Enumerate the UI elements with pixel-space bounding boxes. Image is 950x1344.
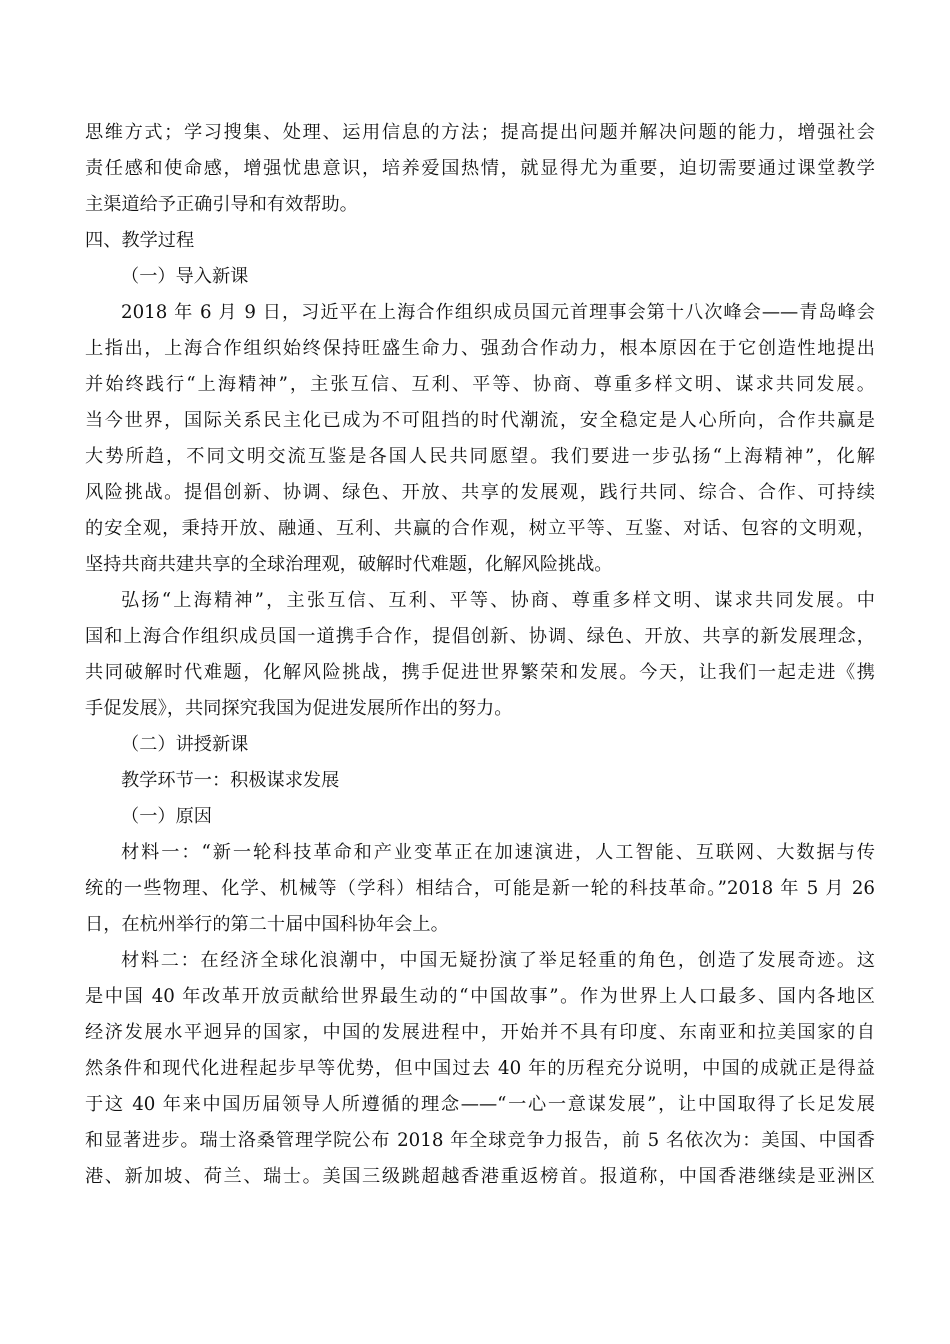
- paragraph-line: 手促发展》，共同探究我国为促进发展所作出的努力。: [85, 698, 513, 719]
- paragraph-line: 上指出，上海合作组织始终保持旺盛生命力、强劲合作动力，根本原因在于它创造性地提出: [85, 338, 875, 359]
- paragraph-line: 材料二：在经济全球化浪潮中，中国无疑扮演了举足轻重的角色，创造了发展奇迹。这: [121, 950, 875, 971]
- paragraph-line: 经济发展水平迥异的国家，中国的发展进程中，开始并不具有印度、东南亚和拉美国家的自: [85, 1022, 875, 1043]
- section-heading: 四、教学过程: [85, 230, 195, 251]
- paragraph-line: 和显著进步。瑞士洛桑管理学院公布 2018 年全球竞争力报告，前 5 名依次为：美国、中国香: [85, 1130, 875, 1151]
- paragraph-line: 坚持共商共建共享的全球治理观，破解时代难题，化解风险挑战。: [85, 554, 613, 575]
- paragraph-line: 共同破解时代难题，化解风险挑战，携手促进世界繁荣和发展。今天，让我们一起走进《携: [85, 662, 875, 683]
- subsection-heading-lecture: （二）讲授新课: [121, 734, 249, 755]
- paragraph-line: 弘扬“上海精神”，主张互信、互利、平等、协商、尊重多样文明、谋求共同发展。中: [121, 590, 875, 611]
- paragraph-line: 风险挑战。提倡创新、协调、绿色、开放、共享的发展观，践行共同、综合、合作、可持续: [85, 482, 875, 503]
- paragraph-line: 大势所趋，不同文明交流互鉴是各国人民共同愿望。我们要进一步弘扬“上海精神”，化解: [85, 446, 875, 467]
- subsection-heading-intro: （一）导入新课: [121, 266, 249, 287]
- paragraph-line: 2018 年 6 月 9 日，习近平在上海合作组织成员国元首理事会第十八次峰会——青岛峰会: [121, 302, 875, 323]
- paragraph-line: 统的一些物理、化学、机械等（学科）相结合，可能是新一轮的科技革命。”2018 年 5 月 26: [85, 878, 875, 899]
- paragraph-line: 日，在杭州举行的第二十届中国科协年会上。: [85, 914, 449, 935]
- paragraph-line: 港、新加坡、荷兰、瑞士。美国三级跳超越香港重返榜首。报道称，中国香港继续是亚洲区: [85, 1166, 875, 1187]
- paragraph-line: 并始终践行“上海精神”，主张互信、互利、平等、协商、尊重多样文明、谋求共同发展。: [85, 374, 875, 395]
- paragraph-line: 的安全观，秉持开放、融通、互利、共赢的合作观，树立平等、互鉴、对话、包容的文明观，: [85, 518, 875, 539]
- paragraph-line: 当今世界，国际关系民主化已成为不可阻挡的时代潮流，安全稳定是人心所向，合作共赢是: [85, 410, 875, 431]
- paragraph-line: 然条件和现代化进程起步早等优势，但中国过去 40 年的历程充分说明，中国的成就正是得益: [85, 1058, 875, 1079]
- reason-heading: （一）原因: [121, 806, 212, 827]
- paragraph-line: 于这 40 年来中国历届领导人所遵循的理念——“一心一意谋发展”，让中国取得了长足发展: [85, 1094, 875, 1115]
- paragraph-line: 思维方式；学习搜集、处理、运用信息的方法；提高提出问题并解决问题的能力，增强社会: [85, 122, 875, 143]
- paragraph-line: 责任感和使命感，增强忧患意识，培养爱国热情，就显得尤为重要，迫切需要通过课堂教学: [85, 158, 875, 179]
- paragraph-line: 材料一：“新一轮科技革命和产业变革正在加速演进，人工智能、互联网、大数据与传: [121, 842, 875, 863]
- paragraph-line: 是中国 40 年改革开放贡献给世界最生动的“中国故事”。作为世界上人口最多、国内各地区: [85, 986, 875, 1007]
- paragraph-line: 国和上海合作组织成员国一道携手合作，提倡创新、协调、绿色、开放、共享的新发展理念，: [85, 626, 875, 647]
- teaching-step-heading: 教学环节一：积极谋求发展: [121, 770, 340, 791]
- paragraph-line: 主渠道给予正确引导和有效帮助。: [85, 194, 358, 215]
